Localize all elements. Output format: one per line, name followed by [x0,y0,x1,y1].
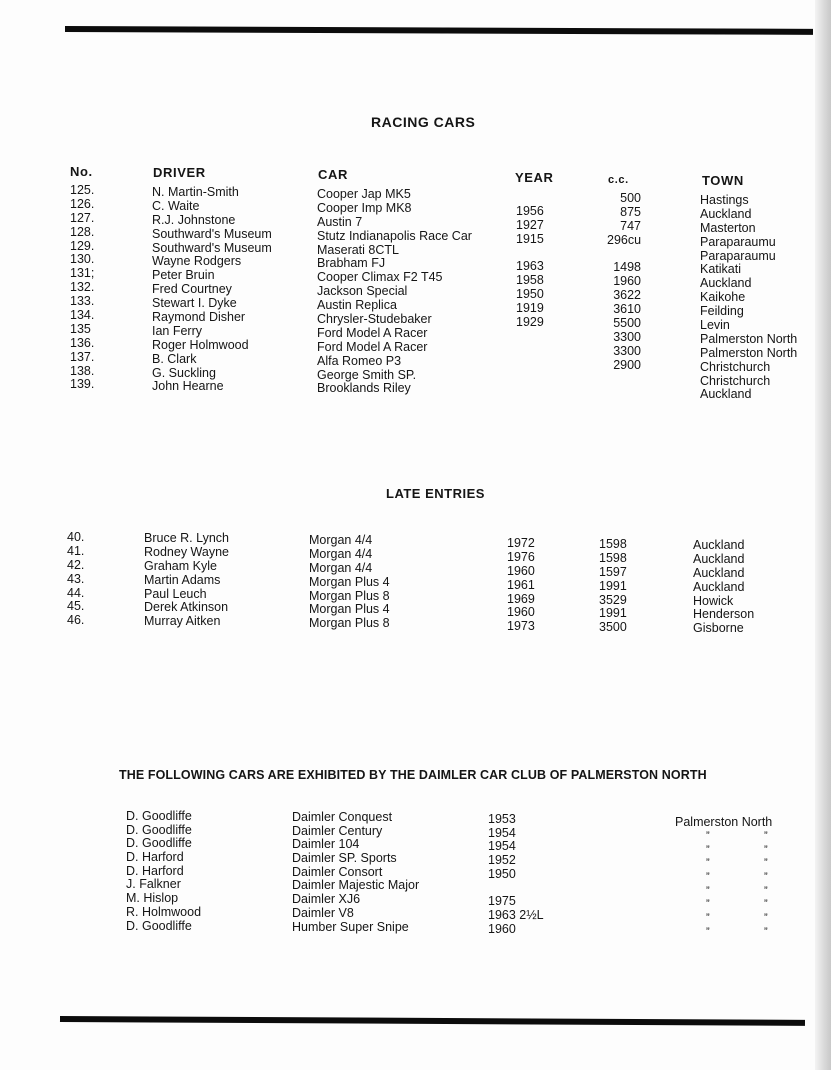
cell-cc: 1598 [599,550,627,565]
cell-car: Daimler Century [292,823,383,838]
cell-cc [607,248,641,262]
cell-car: Brooklands Riley [317,381,411,396]
cell-year: 1972 [507,536,535,550]
cell-car: Daimler Consort [292,864,383,879]
cell-town: Hastings [700,193,749,207]
cell-no: 139. [70,377,95,392]
column-no [70,184,94,392]
cell-cc: 1498 [613,260,641,275]
ditto-mark: ” [706,871,710,884]
cell-town: Auckland [693,551,745,566]
cell-owner: D. Goodliffe [126,918,192,933]
cell-car: Daimler V8 [292,905,354,920]
ditto-mark: ” [764,925,768,938]
cell-cc: 2900 [613,357,641,372]
cell-car: Humber Super Snipe [292,919,409,934]
cell-town: Henderson [693,607,755,622]
cell-town: Kaikohe [700,290,746,305]
ditto-mark: ” [764,857,768,870]
cell-town: Christchurch [700,359,771,374]
header-no: No. [70,164,93,179]
cell-car: Morgan Plus 8 [309,616,390,631]
column-cc [607,192,641,400]
daimler-town: Palmerston North [675,815,773,829]
cell-no: 131; [70,266,95,281]
cell-car: Daimler Conquest [292,810,393,824]
cell-no: 137. [70,349,95,364]
cell-year: 1954 [488,825,516,840]
cell-car: Morgan 4/4 [309,533,373,547]
daimler-club-title: THE FOLLOWING CARS ARE EXHIBITED BY THE DAIMLER CAR CLUB OF PALMERSTON NORTH [119,768,707,782]
ditto-column-b [764,830,768,940]
cell-year: 1950 [516,287,544,302]
cell-cc: 1597 [599,564,627,579]
cell-driver: Raymond Disher [152,310,246,325]
ditto-mark: ” [706,857,710,870]
ditto-mark: ” [764,871,768,884]
cell-cc: 1598 [599,537,627,551]
cell-driver: Stewart I. Dyke [152,296,237,311]
cell-year: 1954 [488,839,516,854]
cell-town: Palmerston North [700,345,798,360]
cell-owner: R. Holmwood [126,904,202,919]
cell-no: 134. [70,308,95,323]
cell-town: Auckland [693,565,745,580]
cell-car: Morgan Plus 4 [309,574,390,589]
header-cc: c.c. [608,174,629,186]
cell-no: 45. [67,599,85,614]
ditto-mark: ” [706,925,710,938]
cell-year: 1961 [507,577,535,592]
cell-car: Austin Replica [317,298,397,313]
cell-car: George Smith SP. [317,367,417,382]
cell-driver: Wayne Rodgers [152,254,242,269]
cell-no: 125. [70,183,95,197]
cell-cc: 3500 [599,620,627,635]
cell-cc: 875 [620,204,641,219]
ditto-mark: ” [764,843,768,856]
cell-driver: B. Clark [152,351,197,366]
cell-town: Christchurch [700,373,771,388]
cell-driver: Ian Ferry [152,323,203,338]
cell-no: 130. [70,252,95,267]
column-car [309,534,390,631]
cell-year: 1927 [516,217,544,232]
column-town [693,539,754,636]
header-driver: DRIVER [153,165,206,180]
cell-year: 1919 [516,301,544,316]
cell-no: 132. [70,280,95,295]
ditto-mark: ” [764,830,768,842]
cell-car: Alfa Romeo P3 [317,353,402,368]
column-driver [144,532,229,629]
cell-owner: D. Goodliffe [126,822,192,837]
cell-town: Auckland [693,579,745,594]
cell-driver: Southward's Museum [152,240,272,255]
cell-year [516,344,544,358]
cell-driver: G. Suckling [152,365,216,380]
ditto-mark: ” [706,830,710,842]
header-town: TOWN [702,173,744,188]
cell-town: Gisborne [693,621,744,636]
cell-owner: D. Goodliffe [126,836,192,851]
cell-town: Katikati [700,262,741,277]
ditto-mark: ” [764,912,768,925]
column-town [700,194,797,402]
cell-owner: J. Falkner [126,877,181,892]
cell-year [516,358,544,372]
cell-cc: 3610 [613,302,641,317]
cell-car: Stutz Indianapolis Race Car [317,228,472,243]
cell-owner: M. Hislop [126,891,179,906]
cell-no: 136. [70,335,95,350]
top-rule [65,26,813,35]
cell-car: Morgan 4/4 [309,546,373,561]
cell-cc: 1991 [599,606,627,621]
column-driver [152,186,272,394]
column-owner [126,810,201,933]
bottom-rule [60,1016,805,1026]
cell-year [516,385,544,399]
cell-cc: 3300 [613,329,641,344]
cell-driver: R.J. Johnstone [152,212,236,227]
cell-no: 40. [67,530,85,544]
cell-town: Auckland [700,387,752,402]
cell-driver: Murray Aitken [144,614,221,629]
cell-year: 1950 [488,866,516,881]
cell-year: 1973 [507,619,535,634]
cell-no: 135 [70,321,91,336]
cell-car: Cooper Imp MK8 [317,200,412,215]
cell-cc: 3300 [613,343,641,358]
cell-town: Auckland [700,206,752,221]
cell-no: 133. [70,294,95,309]
page-edge-shadow [815,0,831,1070]
cell-year: 1975 [488,894,516,909]
ditto-mark: ” [764,898,768,911]
cell-town: Palmerston North [700,331,798,346]
cell-car: Brabham FJ [317,256,386,271]
cell-car: Daimler 104 [292,837,360,852]
cell-car: Daimler XJ6 [292,892,361,907]
cell-driver: Bruce R. Lynch [144,531,229,545]
cell-car: Morgan 4/4 [309,560,373,575]
column-year [507,537,535,634]
cell-owner: D. Harford [126,863,184,878]
cell-town: Paraparaumu [700,234,776,249]
cell-no: 46. [67,613,85,628]
cell-town: Feilding [700,304,744,319]
late-entries-title: LATE ENTRIES [386,486,485,501]
racing-cars-title: RACING CARS [371,114,476,130]
cell-car: Jackson Special [317,284,408,299]
cell-car: Austin 7 [317,214,363,229]
column-year [516,191,544,399]
cell-cc: 747 [620,218,641,233]
cell-year: 1956 [516,203,544,218]
cell-year: 1960 [507,563,535,578]
cell-year: 1953 [488,812,516,826]
cell-driver: Paul Leuch [144,586,207,601]
cell-year [516,247,544,261]
cell-car: Cooper Climax F2 T45 [317,270,443,285]
cell-car: Ford Model A Racer [317,325,428,340]
cell-year: 1952 [488,853,516,868]
column-cc [599,538,627,635]
cell-town: Auckland [700,276,752,291]
cell-no: 138. [70,363,95,378]
cell-year: 1963 2½L [488,907,544,922]
cell-driver: Southward's Museum [152,226,272,241]
cell-no: 41. [67,543,85,558]
cell-cc: 1960 [613,274,641,289]
ditto-mark: ” [764,884,768,897]
cell-cc: 3529 [599,592,627,607]
cell-cc: 500 [620,191,641,205]
cell-year [516,330,544,344]
cell-car: Cooper Jap MK5 [317,187,411,201]
cell-car: Ford Model A Racer [317,339,428,354]
cell-year: 1960 [507,605,535,620]
cell-driver: Graham Kyle [144,558,217,573]
cell-driver: C. Waite [152,198,200,213]
header-car: CAR [318,167,348,182]
cell-no: 42. [67,557,85,572]
cell-cc: 3622 [613,288,641,303]
cell-owner: D. Goodliffe [126,809,192,823]
cell-year: 1915 [516,231,544,246]
cell-car: Daimler SP. Sports [292,851,397,866]
cell-year: 1963 [516,259,544,274]
cell-owner: D. Harford [126,850,184,865]
cell-car: Chrysler-Studebaker [317,312,432,327]
cell-year [488,881,544,895]
cell-driver: Peter Bruin [152,268,215,283]
cell-town: Masterton [700,220,756,235]
cell-year: 1929 [516,315,544,330]
cell-year: 1958 [516,273,544,288]
cell-driver: Fred Courtney [152,282,232,297]
cell-no: 126. [70,196,95,211]
ditto-mark: ” [706,898,710,911]
cell-cc: 5500 [613,316,641,331]
column-car [292,811,419,934]
ditto-mark: ” [706,912,710,925]
cell-no: 128. [70,224,95,239]
header-year: YEAR [515,170,554,185]
cell-year: 1960 [488,921,516,936]
cell-car: Daimler Majestic Major [292,878,420,893]
cell-car: Morgan Plus 8 [309,588,390,603]
cell-driver: Rodney Wayne [144,544,229,559]
cell-town: Howick [693,593,734,608]
cell-town: Auckland [693,538,745,552]
cell-cc [607,373,641,387]
cell-year: 1976 [507,549,535,564]
cell-cc: 296cu [607,232,642,247]
cell-cc [607,386,641,400]
cell-no: 129. [70,238,95,253]
cell-no: 127. [70,210,95,225]
ditto-mark: ” [706,843,710,856]
cell-year: 1969 [507,591,535,606]
cell-no: 43. [67,571,85,586]
cell-cc: 1991 [599,578,627,593]
ditto-mark: ” [706,884,710,897]
cell-driver: N. Martin-Smith [152,185,239,199]
column-car [317,188,472,396]
cell-no: 44. [67,585,85,600]
column-no [67,531,84,628]
cell-driver: Roger Holmwood [152,337,249,352]
column-year [488,813,544,936]
cell-car: Morgan Plus 4 [309,602,390,617]
cell-driver: Martin Adams [144,572,221,587]
ditto-column-a [706,830,710,940]
cell-year [516,191,544,205]
cell-car: Maserati 8CTL [317,242,399,257]
cell-driver: John Hearne [152,379,224,394]
cell-year [516,372,544,386]
cell-town: Levin [700,318,730,333]
cell-town: Paraparaumu [700,248,776,263]
cell-driver: Derek Atkinson [144,600,229,615]
